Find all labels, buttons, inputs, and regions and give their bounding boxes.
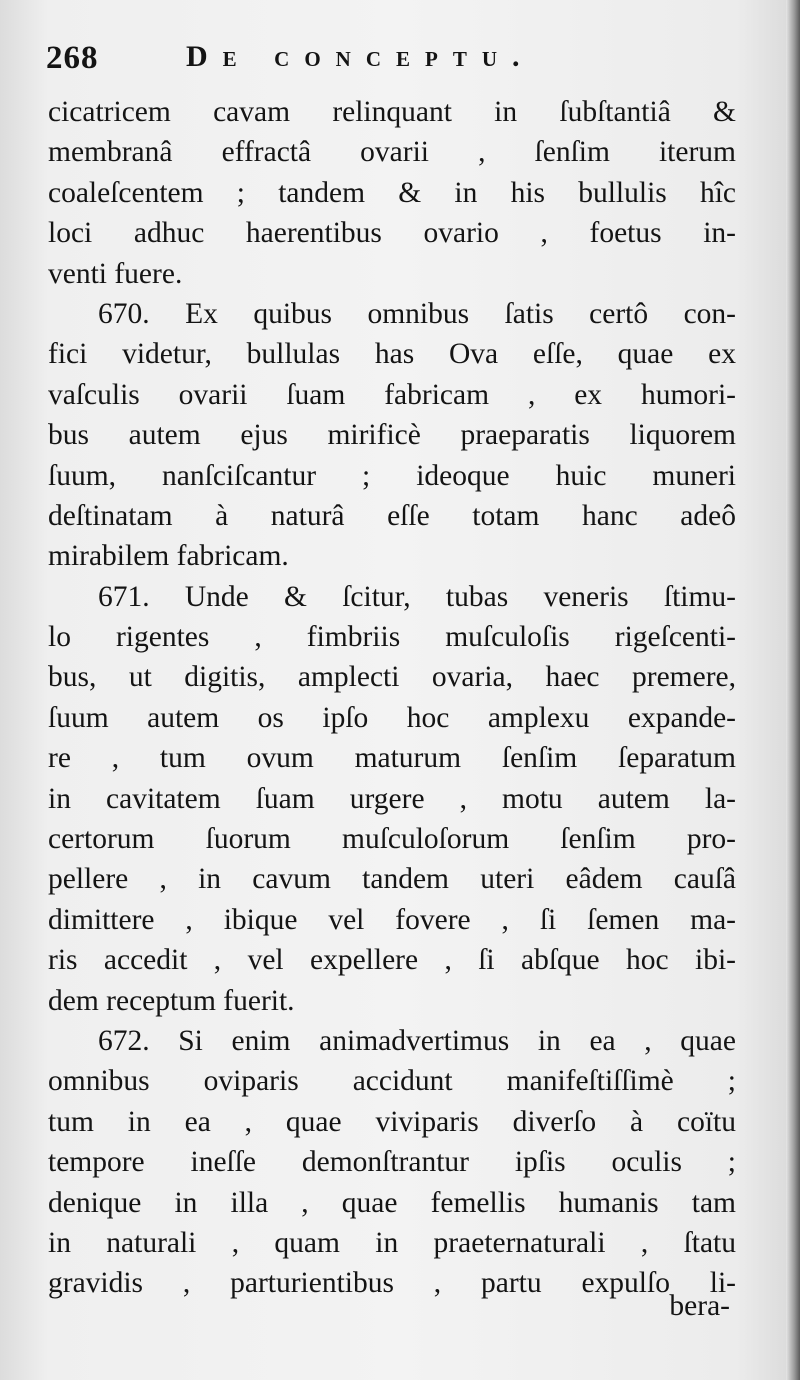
text-line: bus, ut digitis, amplecti ovaria, haec premere,: [48, 661, 736, 694]
text-line: mirabilem fabricam.: [48, 540, 289, 573]
text-line: venti fuere.: [48, 257, 183, 290]
text-line: dimittere , ibique vel fovere , ſi ſemen ma-: [48, 903, 736, 936]
text-line: ſuum, nanſciſcantur ; ideoque huic muneri: [48, 459, 736, 492]
page-header: [46, 38, 746, 88]
running-head: De conceptu.: [186, 40, 535, 73]
text-line: 672. Si enim animadvertimus in ea , quae: [98, 1024, 736, 1057]
text-line: ris accedit , vel expellere , ſi abſque hoc ibi-: [48, 944, 736, 977]
text-line: re , tum ovum maturum ſenſim ſeparatum: [48, 742, 736, 775]
text-line: ſuum autem os ipſo hoc amplexu expande-: [48, 701, 736, 734]
text-line: dem receptum fuerit.: [48, 984, 295, 1017]
page-number: 268: [46, 40, 99, 76]
text-line: in naturali , quam in praeternaturali , ſtatu: [48, 1226, 736, 1259]
catchword: bera-: [669, 1290, 730, 1322]
text-line: 670. Ex quibus omnibus ſatis certô con-: [98, 297, 736, 330]
text-line: loci adhuc haerentibus ovario , foetus in-: [48, 217, 736, 250]
text-line: 671. Unde & ſcitur, tubas veneris ſtimu-: [98, 580, 736, 613]
text-line: bus autem ejus mirificè praeparatis liquorem: [48, 419, 736, 452]
text-line: gravidis , parturientibus , partu expulſo li-: [48, 1267, 736, 1300]
text-line: tempore ineſſe demonſtrantur ipſis oculis ;: [48, 1146, 736, 1179]
text-line: certorum ſuorum muſculoſorum ſenſim pro-: [48, 823, 736, 856]
text-line: in cavitatem ſuam urgere , motu autem la-: [48, 782, 736, 815]
text-line: fici videtur, bullulas has Ova eſſe, quae ex: [48, 338, 736, 371]
text-line: tum in ea , quae viviparis diverſo à coïtu: [48, 1105, 736, 1138]
text-line: deſtinatam à naturâ eſſe totam hanc adeô: [48, 499, 736, 532]
text-line: cicatricem cavam relinquant in ſubſtantiâ &: [48, 96, 736, 128]
page-edge-shadow: [786, 0, 800, 1380]
text-line: omnibus oviparis accidunt manifeſtiſſimè ;: [48, 1065, 736, 1098]
text-line: pellere , in cavum tandem uteri eâdem cauſâ: [48, 863, 736, 896]
body-text: [48, 92, 736, 1304]
text-line: vaſculis ovarii ſuam fabricam , ex humori-: [48, 378, 736, 411]
text-line: coaleſcentem ; tandem & in his bullulis hîc: [48, 176, 736, 209]
text-line: lo rigentes , fimbriis muſculoſis rigeſcenti-: [48, 621, 736, 654]
text-line: membranâ effractâ ovarii , ſenſim iterum: [48, 136, 736, 169]
text-line: denique in illa , quae femellis humanis tam: [48, 1186, 736, 1219]
